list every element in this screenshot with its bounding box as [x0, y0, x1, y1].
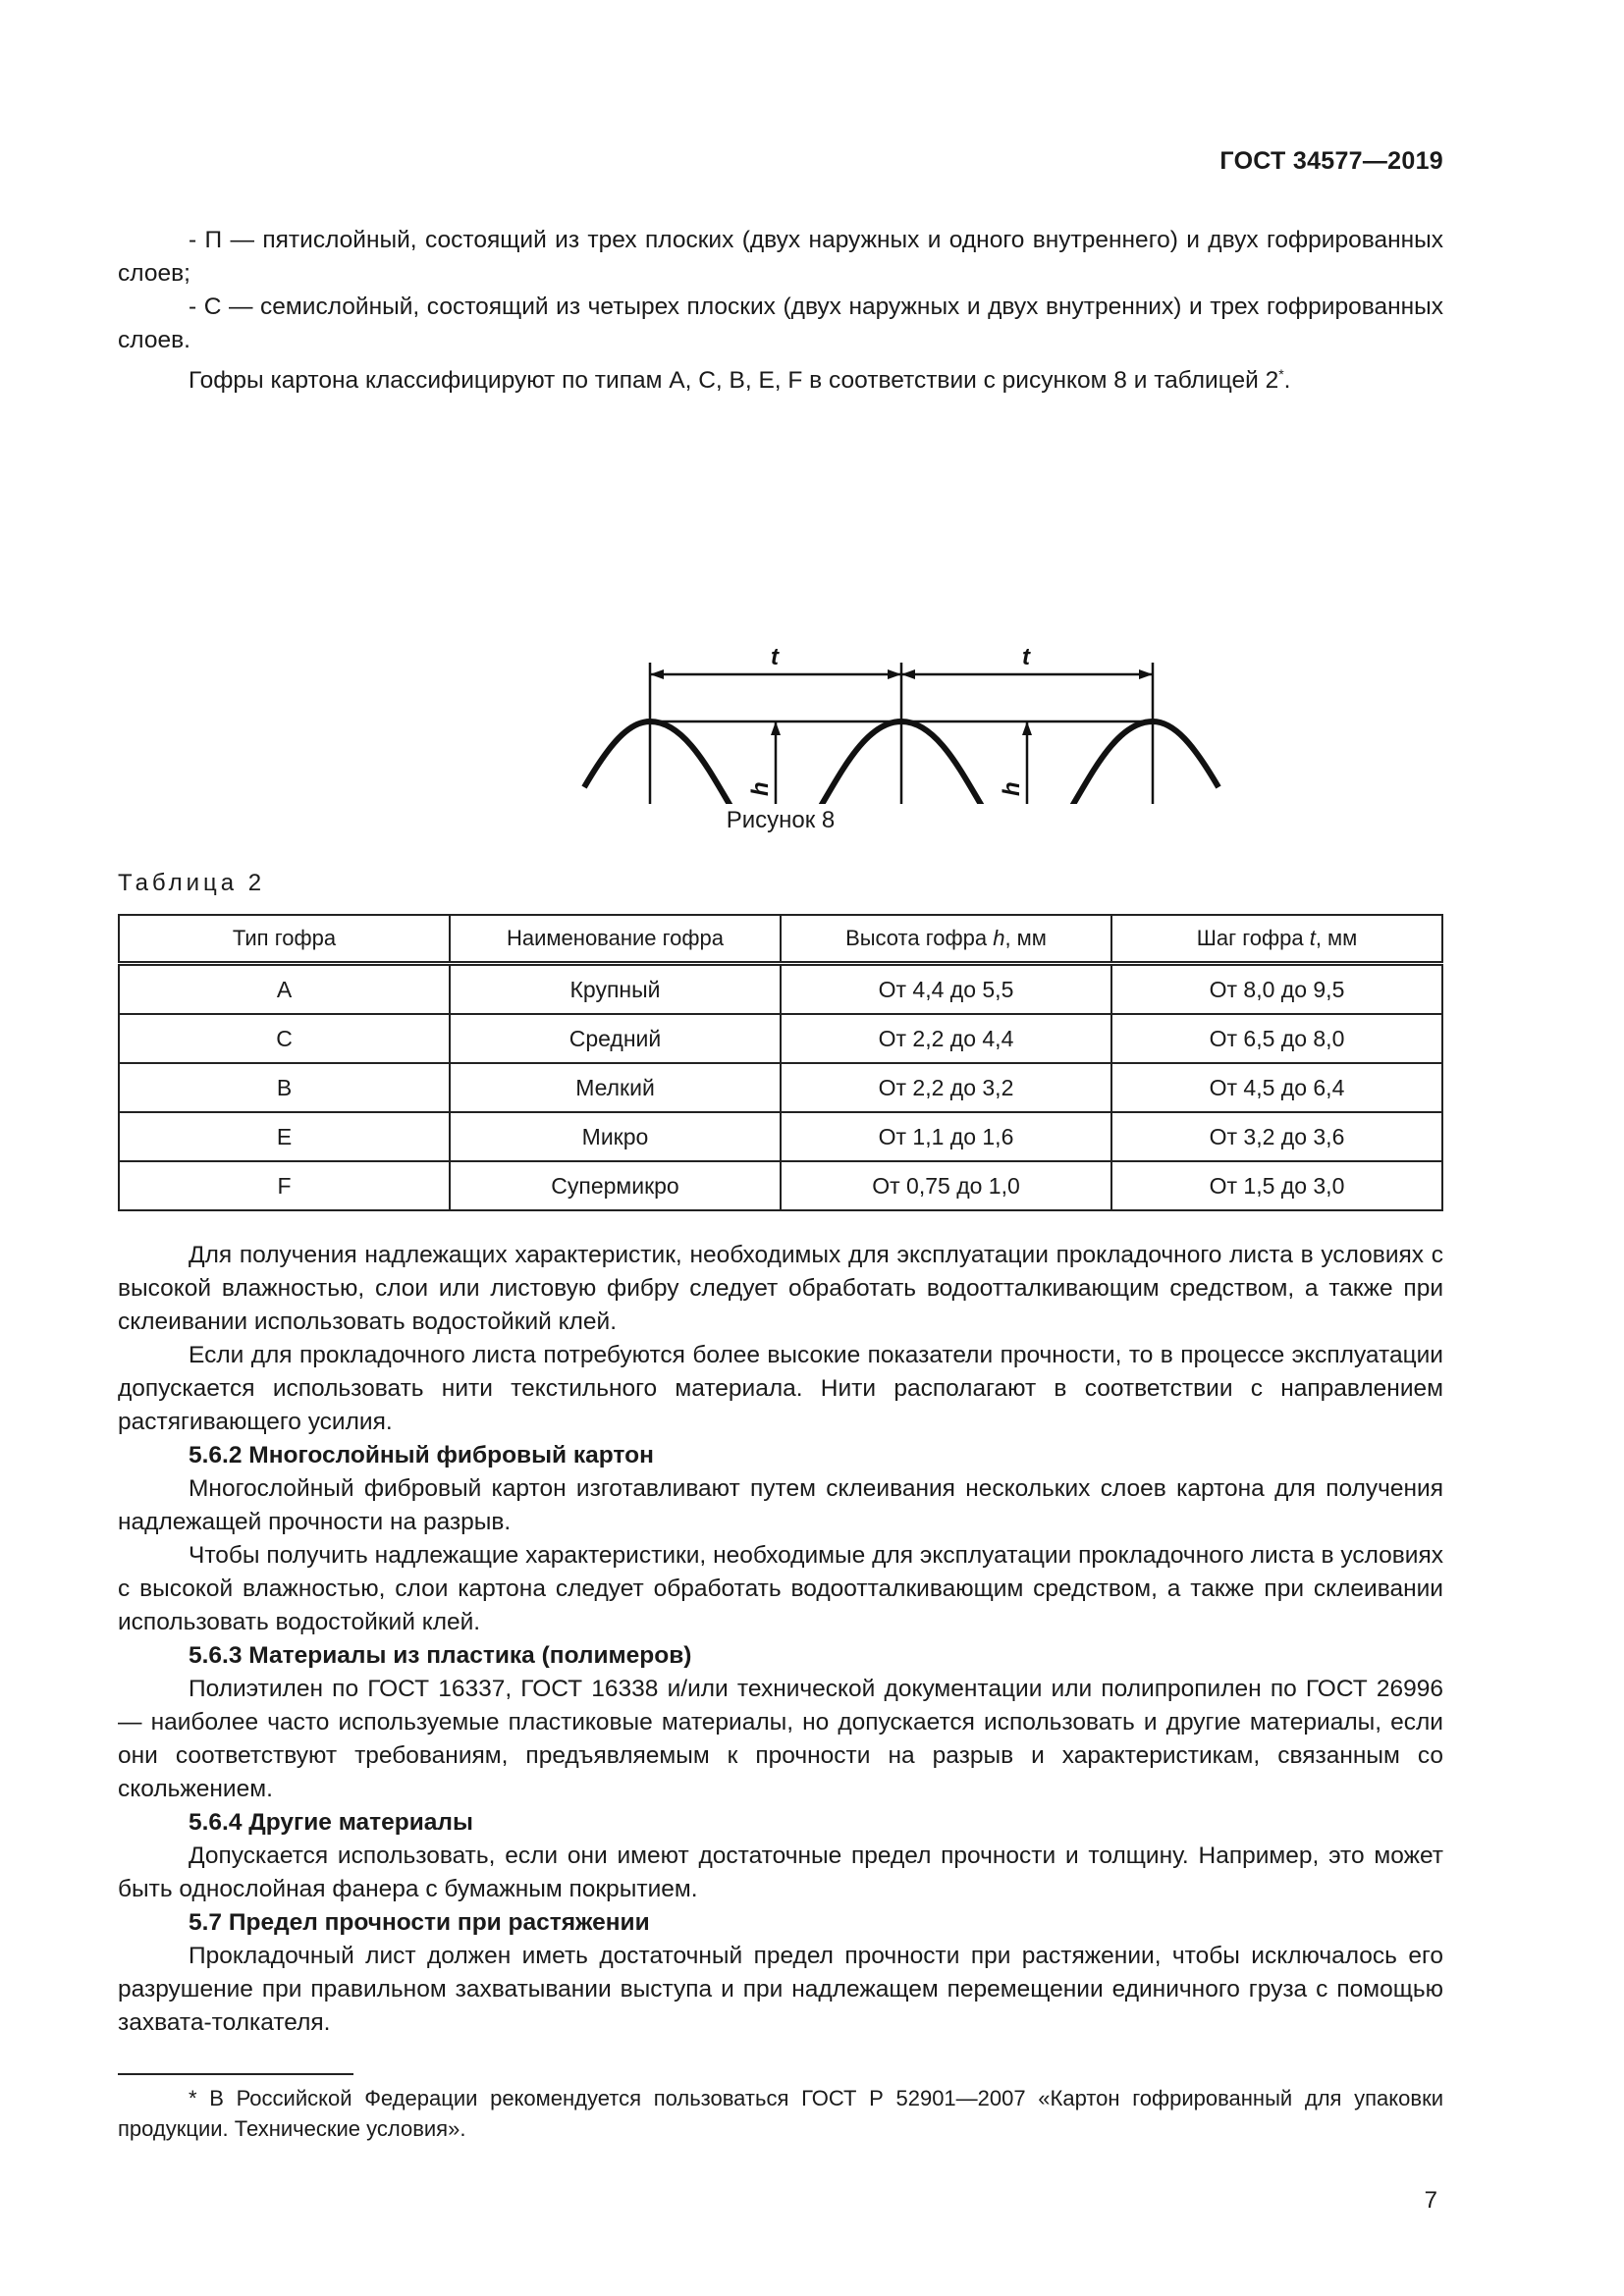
- cell-type: B: [119, 1063, 450, 1112]
- cell-name: Микро: [450, 1112, 781, 1161]
- footnote-divider: [118, 2073, 353, 2075]
- cell-height: От 0,75 до 1,0: [781, 1161, 1111, 1210]
- cell-step: От 6,5 до 8,0: [1111, 1014, 1442, 1063]
- list-item-c: - С — семислойный, состоящий из четырех плоских (двух наружных и двух внутренних) и трех гофрированных слоев.: [118, 294, 1443, 353]
- page-number: 7: [1424, 2187, 1437, 2214]
- section-heading-5-6-2: 5.6.2 Многослойный фибровый картон: [189, 1442, 654, 1469]
- cell-height: От 2,2 до 4,4: [781, 1014, 1111, 1063]
- cell-height: От 2,2 до 3,2: [781, 1063, 1111, 1112]
- arrow-head: [1022, 721, 1032, 735]
- height-label-h2: h: [999, 781, 1025, 797]
- paragraph-5-6-2-b: Чтобы получить надлежащие характеристики, необходимые для эксплуатации прокладочного листа в условиях с высокой влажностью, слои картона следует обработать водоотталкивающим средством, а также при склеивании использовать водостойкий клей.: [118, 1542, 1443, 1636]
- header-height: [781, 915, 1111, 964]
- header-type: Тип гофра: [119, 915, 450, 964]
- list-item-p: - П — пятислойный, состоящий из трех плоских (двух наружных и одного внутреннего) и двух гофрированных слоев;: [118, 227, 1443, 287]
- footnote: * В Российской Федерации рекомендуется пользоваться ГОСТ Р 52901—2007 «Картон гофрированный для упаковки продукции. Технические условия».: [118, 2086, 1443, 2142]
- table-row: [119, 964, 1442, 1015]
- figure-caption: Рисунок 8: [726, 807, 836, 834]
- cell-height: От 4,4 до 5,5: [781, 964, 1111, 1015]
- arrow-head: [901, 669, 915, 679]
- cell-name: Средний: [450, 1014, 781, 1063]
- footnote-mark: *: [1278, 366, 1284, 382]
- header-step: [1111, 915, 1442, 964]
- section-heading-5-7: 5.7 Предел прочности при растяжении: [189, 1909, 650, 1937]
- arrow-head: [771, 721, 781, 735]
- section-heading-5-6-4: 5.6.4 Другие материалы: [189, 1809, 473, 1837]
- section-heading-5-6-3: 5.6.3 Материалы из пластика (полимеров): [189, 1642, 692, 1670]
- table-row: [119, 1112, 1442, 1161]
- arrow-head: [888, 669, 901, 679]
- figure-8: [118, 421, 1443, 804]
- cell-type: E: [119, 1112, 450, 1161]
- header-step-post: , мм: [1315, 926, 1358, 951]
- header-height-var: h: [993, 926, 1005, 951]
- table-row: [119, 1063, 1442, 1112]
- paragraph-5-6-2-a: Многослойный фибровый картон изготавливают путем склеивания нескольких слоев картона для получения надлежащей прочности на разрыв.: [118, 1475, 1443, 1536]
- cell-step: От 3,2 до 3,6: [1111, 1112, 1442, 1161]
- header-name: Наименование гофра: [450, 915, 781, 964]
- pitch-label-t2: t: [1022, 644, 1030, 671]
- table-row: [119, 1014, 1442, 1063]
- cell-step: От 4,5 до 6,4: [1111, 1063, 1442, 1112]
- cell-type: F: [119, 1161, 450, 1210]
- paragraph-5-7: Прокладочный лист должен иметь достаточный предел прочности при растяжении, чтобы исключалось его разрушение при правильном захватывании выступа и при надлежащем перемещении единичного груза с помощью захвата-толкателя.: [118, 1943, 1443, 2037]
- table-row: [119, 1161, 1442, 1210]
- document-code: ГОСТ 34577—2019: [1219, 147, 1443, 175]
- corrugation-diagram: [452, 421, 1237, 804]
- cell-step: От 8,0 до 9,5: [1111, 964, 1442, 1015]
- cell-name: Супермикро: [450, 1161, 781, 1210]
- header-height-post: , мм: [1004, 926, 1047, 951]
- arrow-head: [650, 669, 664, 679]
- cell-name: Мелкий: [450, 1063, 781, 1112]
- table-title: Таблица 2: [118, 870, 266, 897]
- arrow-head: [1139, 669, 1153, 679]
- classification-end: .: [1283, 367, 1291, 395]
- table-header-row: [119, 915, 1442, 964]
- paragraph-moisture: Для получения надлежащих характеристик, необходимых для эксплуатации прокладочного листа в условиях с высокой влажностью, слои или листовую фибру следует обработать водоотталкивающим средством, а также при склеивании использовать водостойкий клей.: [118, 1242, 1443, 1336]
- cell-height: От 1,1 до 1,6: [781, 1112, 1111, 1161]
- header-step-pre: Шаг гофра: [1196, 926, 1310, 951]
- header-height-pre: Высота гофра: [845, 926, 994, 951]
- cell-step: От 1,5 до 3,0: [1111, 1161, 1442, 1210]
- classification-text: Гофры картона классифицируют по типам А, С, В, Е, F в соответствии с рисунком 8 и таблицей 2: [189, 367, 1279, 395]
- cell-name: Крупный: [450, 964, 781, 1015]
- page-content: [118, 224, 1443, 2144]
- cell-type: A: [119, 964, 450, 1015]
- paragraph-5-6-4: Допускается использовать, если они имеют достаточные предел прочности и толщину. Например, это может быть однослойная фанера с бумажным покрытием.: [118, 1842, 1443, 1903]
- flute-types-table: [118, 914, 1443, 1211]
- paragraph-strength: Если для прокладочного листа потребуются более высокие показатели прочности, то в процессе эксплуатации допускается использовать нити текстильного материала. Нити располагают в соответствии с направлением растягивающего усилия.: [118, 1342, 1443, 1436]
- header-step-var: t: [1309, 926, 1316, 951]
- cell-type: C: [119, 1014, 450, 1063]
- classification-paragraph: [118, 357, 1443, 398]
- height-label-h1: h: [747, 781, 774, 797]
- paragraph-5-6-3: Полиэтилен по ГОСТ 16337, ГОСТ 16338 и/или технической документации или полипропилен по ГОСТ 26996 — наиболее часто используемые пластиковые материалы, но допускается использовать и другие материалы, если они соответствуют требованиям, предъявляемым к прочности на разрыв и характеристикам, связанным со скольжением.: [118, 1676, 1443, 1803]
- pitch-label-t1: t: [771, 644, 779, 671]
